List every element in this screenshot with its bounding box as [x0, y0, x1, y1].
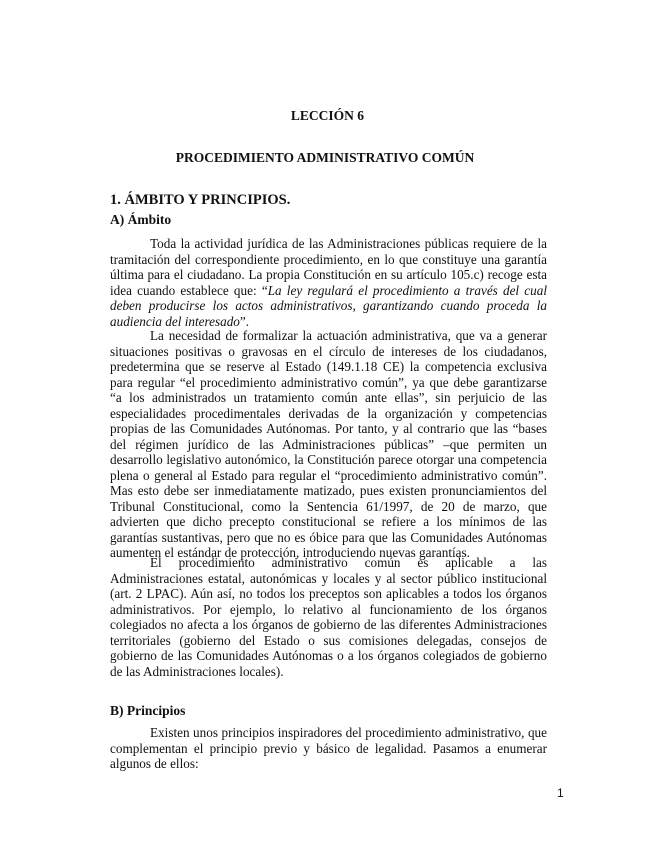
section-a-body-2 [110, 328, 547, 561]
main-title: PROCEDIMIENTO ADMINISTRATIVO COMÚN [175, 150, 475, 165]
paragraph: Existen unos principios inspiradores del procedimiento administrativo, que complementan el principio previo y básico de legalidad. Pasamos a enumerar algunos de ellos: [110, 725, 547, 771]
subsection-heading-b: B) Principios [110, 703, 186, 718]
paragraph-text: ”. [239, 313, 250, 329]
paragraph [110, 236, 547, 329]
paragraph-text: Toda la actividad jurídica de las Administraciones públicas requiere de la tramitación del correspondiente procedimiento, en lo que constituye una garantía última para el ciudadano. La propia Constitución en su artículo 105.c) recoge esta idea cuando establece que: “ [110, 236, 547, 298]
constitution-quote: La ley regulará el procedimiento a través del cual deben producirse los actos administrativos, garantizando cuando proceda la audiencia del interesado [110, 282, 547, 329]
subsection-heading-a: A) Ámbito [110, 212, 172, 227]
section-b-body [110, 725, 547, 772]
page-number: 1 [557, 786, 564, 800]
paragraph: El procedimiento administrativo común es aplicable a las Administraciones estatal, autonómicas y locales y al sector público institucional (art. 2 LPAC). Aún así, no todos los preceptos son aplicables a todos los órganos administrativos. Por ejemplo, lo relativo al funcionamiento de los órganos colegiados no afecta a los órganos de gobierno de las diferentes Administraciones territoriales (gobierno del Estado o sus comisiones delegadas, consejos de gobierno de las Comunidades Autónomas o a los órganos colegiados de gobierno de las Administraciones locales). [110, 555, 547, 679]
lesson-title: LECCIÓN 6 [290, 108, 365, 123]
section-a-body [110, 236, 547, 329]
section-a-body-3 [110, 555, 547, 679]
paragraph: La necesidad de formalizar la actuación administrativa, que va a generar situaciones positivas o gravosas en el círculo de intereses de los ciudadanos, predetermina que se reserve al Estado (149.1.18 CE) la competencia exclusiva para regular “el procedimiento administrativo común”, ya que debe garantizarse “a los administrados un tratamiento común ante ellas”, sin perjuicio de las especialidades procedimentales derivadas de la organización y competencias propias de las Comunidades Autónomas. Por tanto, y al contrario que las “bases del régimen jurídico de las Administraciones públicas” –que permiten un desarrollo legislativo autonómico, la Constitución parece otorgar una competencia plena o general al Estado para regular el “procedimiento administrativo común”. Mas esto debe ser inmediatamente matizado, pues existen pronunciamientos del Tribunal Constitucional, como la Sentencia 61/1997, de 20 de marzo, que advierten que dicho precepto constitucional se refiere a los mínimos de las garantías sustantivas, pero que no es óbice para que las Comunidades Autónomas aumenten el estándar de protección, introduciendo nuevas garantías. [110, 328, 547, 560]
section-heading: 1. ÁMBITO Y PRINCIPIOS. [110, 192, 291, 208]
